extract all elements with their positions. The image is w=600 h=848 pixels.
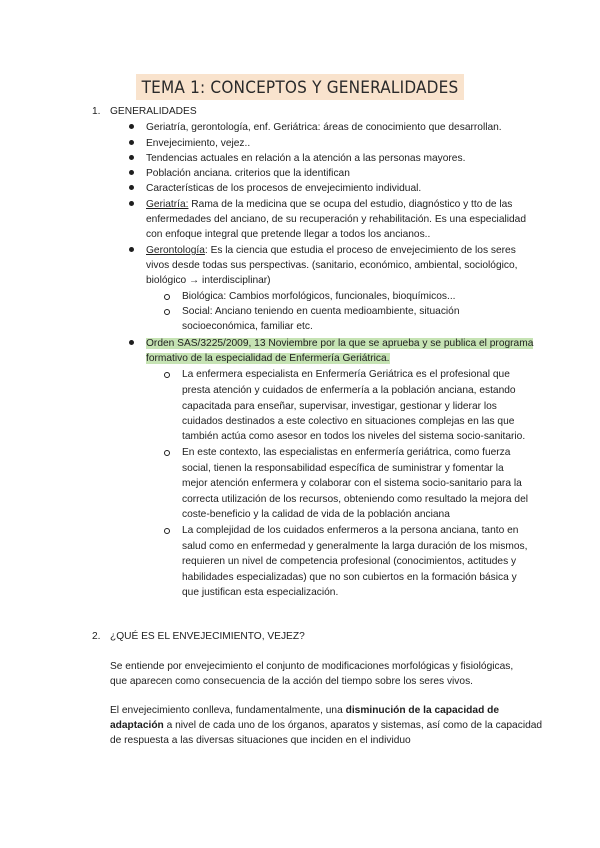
gerontologia-sub-biologica: Biológica: Cambios morfológicos, funcionales, bioquímicos... bbox=[182, 291, 456, 302]
section-2-number: 2. bbox=[92, 631, 101, 642]
bullet-icon bbox=[129, 247, 134, 252]
geriatria-term: Geriatría: bbox=[146, 199, 189, 210]
orden-sub-3-line-1: La complejidad de los cuidados enfermeros a la persona anciana, tanto en bbox=[182, 525, 519, 536]
orden-sub-2-line-5: coste-beneficio y la calidad de vida de la población anciana bbox=[182, 509, 450, 520]
paragraph-2-bold: adaptación bbox=[110, 720, 164, 731]
paragraph-2-line-2 bbox=[110, 718, 542, 733]
orden-sub-1-line-3: capacitada para enseñar, supervisar, investigar, gestionar y liderar los bbox=[182, 401, 497, 412]
list-item: Características de los procesos de envejecimiento individual. bbox=[146, 183, 422, 194]
orden-highlight-2: formativo de la especialidad de Enfermería Geriátrica. bbox=[146, 353, 390, 364]
bullet-icon bbox=[129, 124, 134, 129]
gerontologia-text: : Es la ciencia que estudia el proceso de envejecimiento de los seres bbox=[204, 245, 516, 256]
paragraph-1-line-1: Se entiende por envejecimiento el conjunto de modificaciones morfológicas y fisiológicas, bbox=[110, 661, 514, 672]
orden-sub-3-line-5: que justifican esta especialización. bbox=[182, 587, 339, 598]
bullet-icon bbox=[129, 185, 134, 190]
orden-sub-2-line-2: social, tienen la responsabilidad específica de suministrar y fomentar la bbox=[182, 463, 504, 474]
bullet-icon bbox=[129, 155, 134, 160]
sub-bullet-icon bbox=[164, 309, 170, 315]
sub-bullet-icon bbox=[164, 372, 170, 378]
list-item: Población anciana. criterios que la identifican bbox=[146, 168, 350, 179]
paragraph-2-line-3: de respuesta a las diversas situaciones que inciden en el individuo bbox=[110, 735, 411, 746]
orden-sub-2-line-4: correcta utilización de los recursos, obteniendo como resultado la mejora del bbox=[182, 494, 528, 505]
geriatria-definition-line-1 bbox=[146, 197, 512, 212]
orden-line-1 bbox=[146, 336, 533, 351]
bullet-icon bbox=[129, 201, 134, 206]
page-title: TEMA 1: CONCEPTOS Y GENERALIDADES bbox=[136, 74, 465, 100]
sub-bullet-icon bbox=[164, 528, 170, 534]
gerontologia-sub-social-line-2: socioeconómica, familiar etc. bbox=[182, 321, 313, 332]
orden-sub-3-line-3: requieren un nivel de competencia profesional (conocimientos, actitudes y bbox=[182, 556, 517, 567]
orden-sub-1-line-5: también actúa como asesor en todos los niveles del sistema socio-sanitario. bbox=[182, 431, 526, 442]
orden-line-2 bbox=[146, 351, 390, 366]
section-1-heading: GENERALIDADES bbox=[110, 106, 197, 117]
bullet-icon bbox=[129, 140, 134, 145]
sub-bullet-icon bbox=[164, 294, 170, 300]
paragraph-2-text: a nivel de cada uno de los órganos, aparatos y sistemas, así como de la capacidad bbox=[163, 720, 543, 731]
gerontologia-definition-line-2: vivos desde todas sus perspectivas. (sanitario, económico, ambiental, sociológico, bbox=[146, 260, 518, 271]
orden-sub-1-line-4: cuidados destinados a este colectivo en situaciones complejas en las que bbox=[182, 416, 515, 427]
title-container bbox=[0, 74, 600, 100]
section-1-number: 1. bbox=[92, 106, 101, 117]
list-item: Tendencias actuales en relación a la atención a las personas mayores. bbox=[146, 153, 466, 164]
paragraph-2-text: El envejecimiento conlleva, fundamentalmente, una bbox=[110, 705, 346, 716]
orden-sub-2-line-1: En este contexto, las especialistas en enfermería geriátrica, como fuerza bbox=[182, 447, 511, 458]
geriatria-definition-line-2: enfermedades del anciano, de su recuperación y rehabilitación. Es una especialidad bbox=[146, 214, 527, 225]
gerontologia-sub-social-line-1: Social: Anciano teniendo en cuenta medioambiente, situación bbox=[182, 306, 460, 317]
geriatria-text: Rama de la medicina que se ocupa del estudio, diagnóstico y tto de las bbox=[188, 199, 513, 210]
orden-sub-2-line-3: mejor atención enfermera y colaborar con el sistema socio-sanitario para la bbox=[182, 478, 522, 489]
section-2-heading: ¿QUÉ ES EL ENVEJECIMIENTO, VEJEZ? bbox=[110, 631, 305, 642]
orden-sub-1-line-2: presta atención y cuidados de enfermería a la población anciana, estando bbox=[182, 385, 516, 396]
gerontologia-term: Gerontología bbox=[146, 245, 205, 256]
orden-highlight-1: Orden SAS/3225/2009, 13 Noviembre por la que se aprueba y se publica el programa bbox=[146, 338, 534, 349]
list-item: Geriatría, gerontología, enf. Geriátrica: áreas de conocimiento que desarrollan. bbox=[146, 122, 502, 133]
list-item: Envejecimiento, vejez.. bbox=[146, 138, 251, 149]
gerontologia-definition-line-3: biológico → interdisciplinar) bbox=[146, 275, 271, 286]
bullet-icon bbox=[129, 170, 134, 175]
orden-sub-1-line-1: La enfermera especialista en Enfermería Geriátrica es el profesional que bbox=[182, 369, 510, 380]
orden-sub-3-line-2: salud como en enfermedad y generalmente la larga duración de los mismos, bbox=[182, 541, 528, 552]
paragraph-1-line-2: que aparecen como consecuencia de la acción del tiempo sobre los seres vivos. bbox=[110, 676, 473, 687]
sub-bullet-icon bbox=[164, 450, 170, 456]
geriatria-definition-line-3: con enfoque integral que pretende llegar a todos los ancianos.. bbox=[146, 229, 431, 240]
paragraph-2-bold: disminución de la capacidad de bbox=[345, 705, 500, 716]
gerontologia-definition-line-1 bbox=[146, 243, 516, 258]
paragraph-2-line-1 bbox=[110, 703, 499, 718]
bullet-icon bbox=[129, 340, 134, 345]
orden-sub-3-line-4: habilidades especializadas) que no son cubiertos en la formación básica y bbox=[182, 572, 517, 583]
